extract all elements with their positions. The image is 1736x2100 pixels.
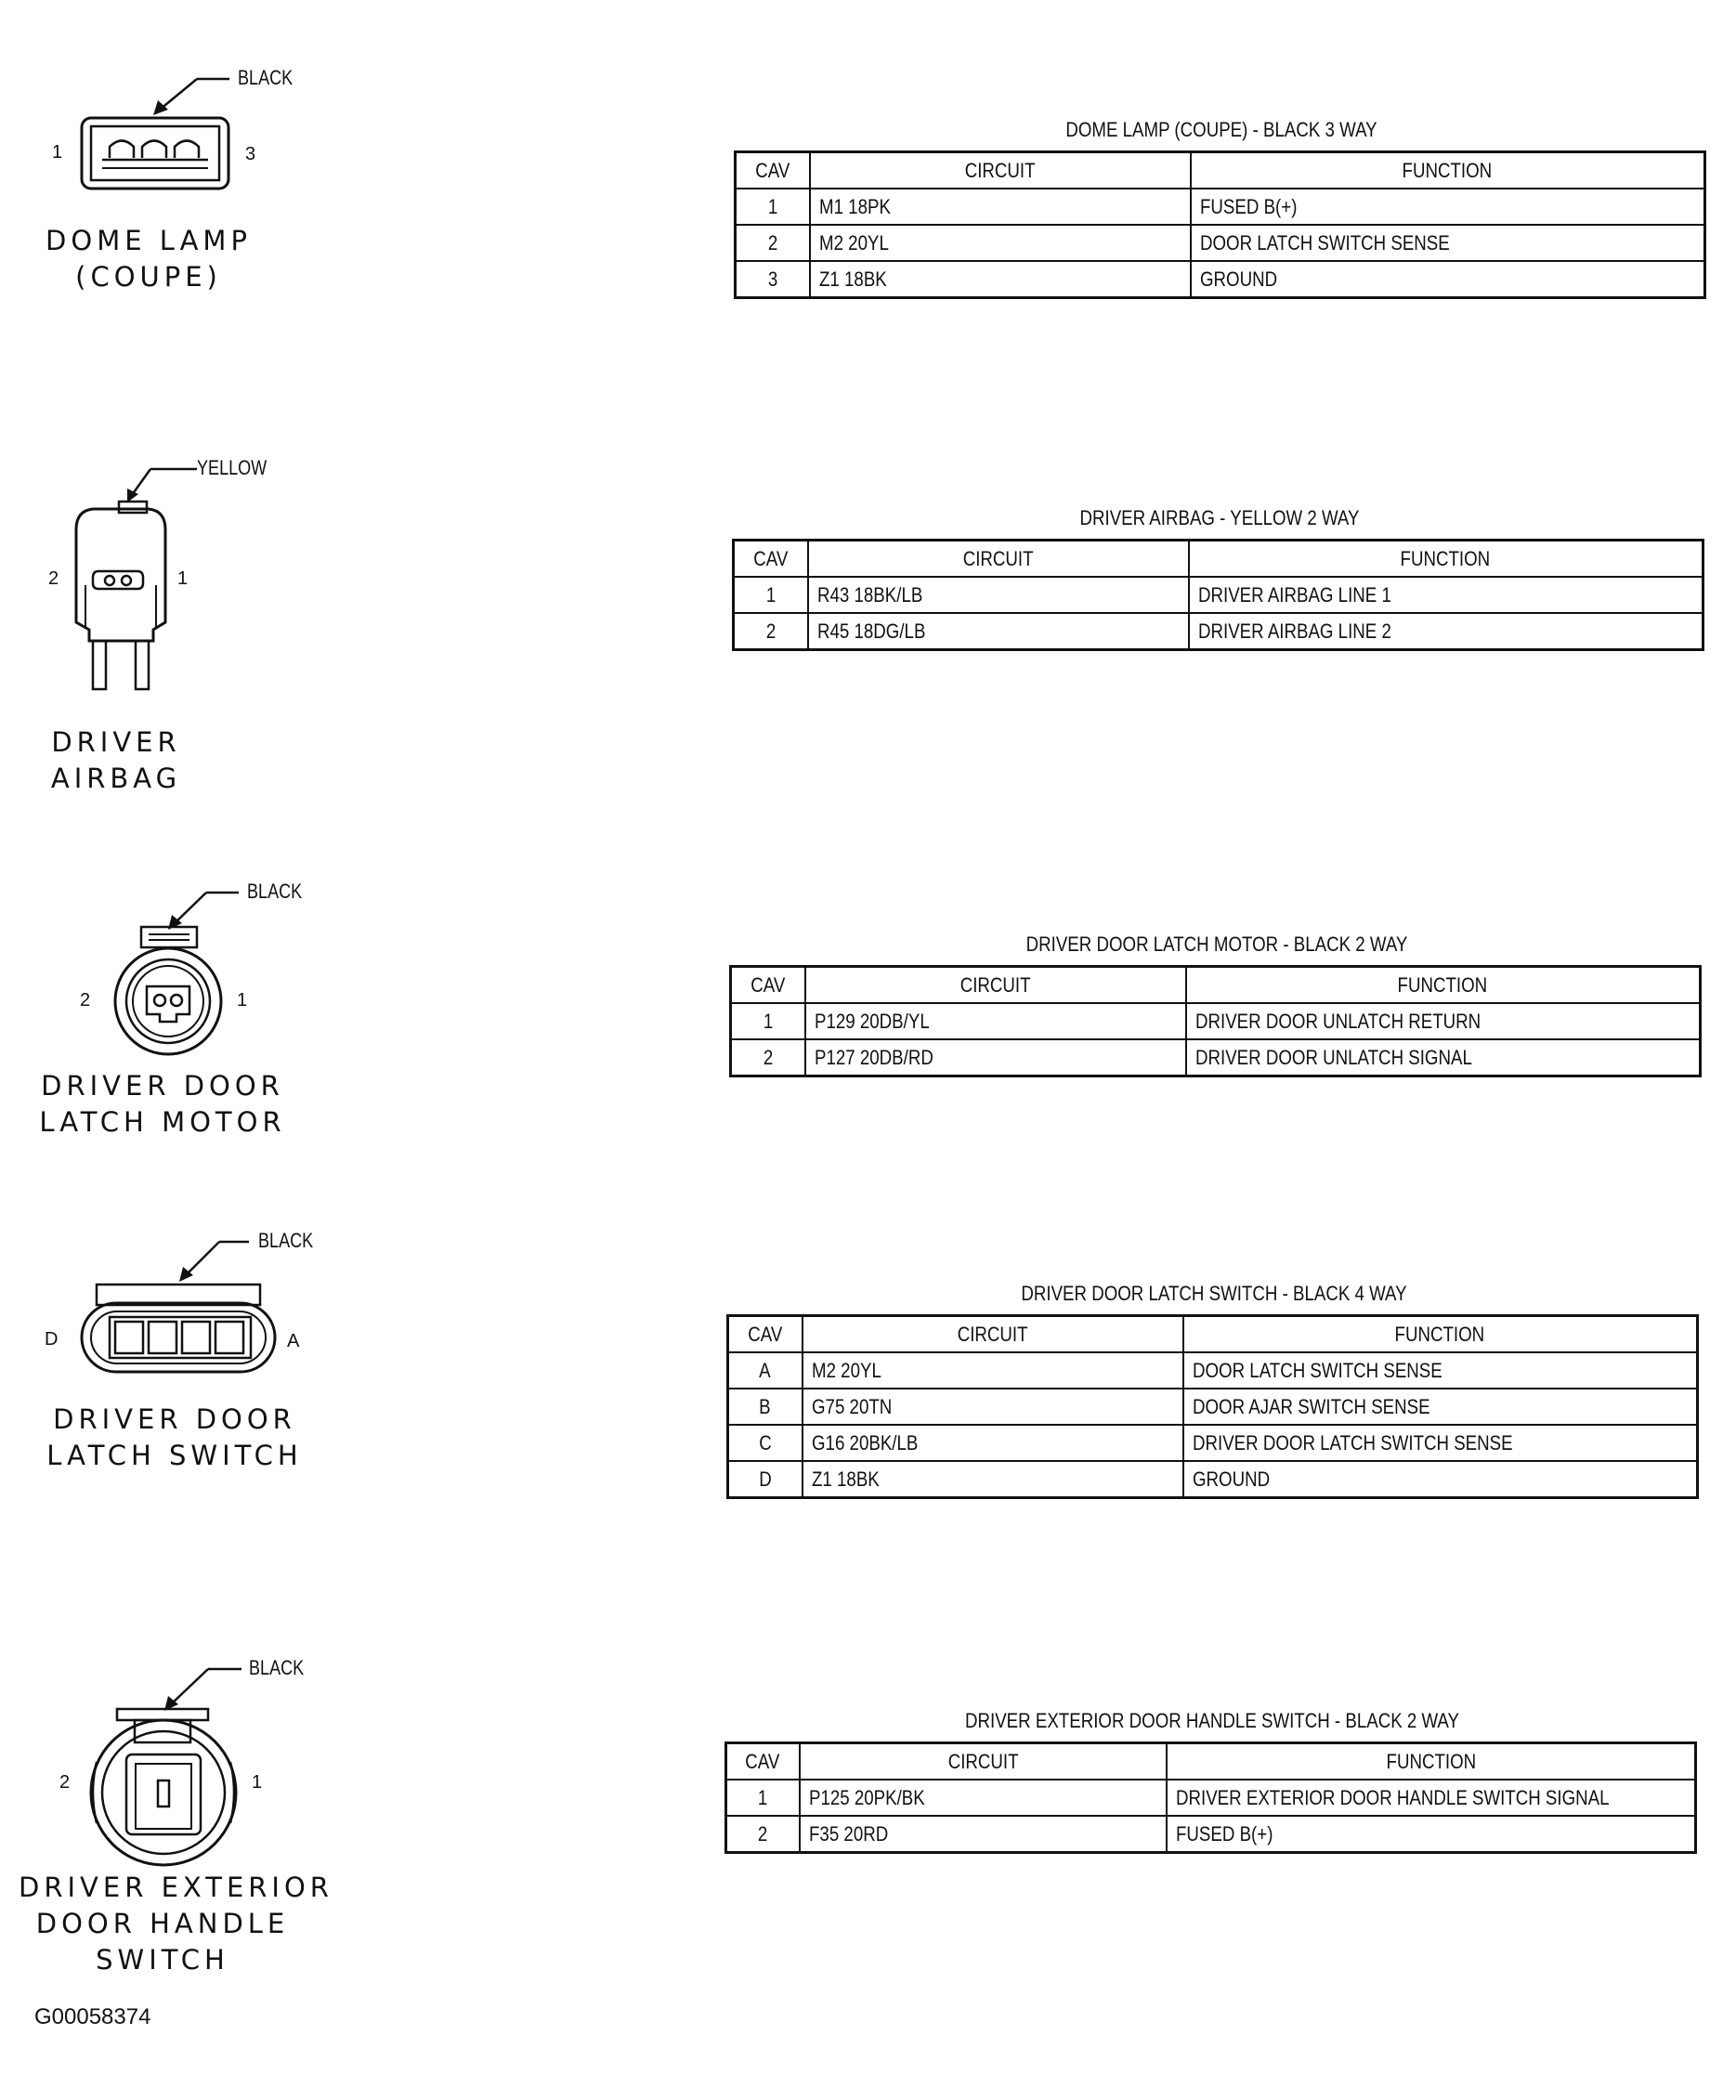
pin-table [724,1741,1697,1854]
cell-cav: B [728,1389,803,1425]
connector-name-line: (COUPE) [75,261,222,293]
cell-cav: 2 [731,1039,805,1076]
connector-name-line: LATCH SWITCH [46,1440,303,1471]
connector-name-line: SWITCH [96,1944,229,1976]
header-circuit: CIRCUIT [803,1316,1183,1353]
header-circuit: CIRCUIT [810,152,1191,189]
cell-circuit: M2 20YL [803,1352,1183,1389]
cell-circuit: M1 18PK [810,189,1191,225]
table-row [728,1389,1698,1425]
connector-name-line: DRIVER [51,726,181,758]
cell-function: DRIVER DOOR UNLATCH SIGNAL [1186,1039,1701,1076]
table-title: DRIVER DOOR LATCH SWITCH - BLACK 4 WAY [1021,1282,1407,1305]
connector-color-label: YELLOW [197,456,268,479]
cell-function: DOOR LATCH SWITCH SENSE [1183,1352,1698,1389]
cell-function: FUSED B(+) [1167,1816,1695,1853]
table-row [734,577,1703,613]
pin-table [732,539,1704,651]
connector-name-line: AIRBAG [50,763,182,794]
figure-id: G00058374 [34,2004,151,2029]
table-row [734,613,1703,650]
table-title: DRIVER EXTERIOR DOOR HANDLE SWITCH - BLACK 2 WAY [965,1709,1459,1732]
table-row [731,1003,1701,1039]
cell-cav: C [728,1425,803,1461]
connector-name [0,223,297,295]
connector-driver-airbag [0,446,464,808]
connector-color-label: BLACK [249,1656,305,1679]
cell-cav: A [728,1352,803,1389]
cell-cav: 1 [731,1003,805,1039]
connector-color-label: BLACK [247,880,303,903]
cell-function: GROUND [1191,261,1705,298]
header-cav: CAV [731,967,805,1004]
header-cav: CAV [734,541,808,578]
header-function: FUNCTION [1167,1743,1695,1780]
cell-function: FUSED B(+) [1191,189,1705,225]
table-row [728,1425,1698,1461]
pin-label-right: 1 [252,1772,263,1793]
cell-function: DRIVER DOOR UNLATCH RETURN [1186,1003,1701,1039]
table-row [728,1461,1698,1498]
pin-label-right: 1 [237,990,248,1011]
cell-cav: 2 [736,225,810,261]
connector-name-line: DOOR HANDLE [35,1908,290,1939]
pin-label-left: 2 [48,568,59,589]
connector-driver-door-latch-motor [0,873,464,1152]
table-header-row [728,1316,1698,1353]
cell-circuit: Z1 18BK [810,261,1191,298]
cell-circuit: P125 20PK/BK [800,1780,1168,1816]
cell-circuit: P127 20DB/RD [805,1039,1186,1076]
pin-label-right: A [287,1331,300,1351]
cell-function: DRIVER EXTERIOR DOOR HANDLE SWITCH SIGNAL [1167,1780,1695,1816]
pin-label-left: 1 [52,142,63,163]
table-title: DOME LAMP (COUPE) - BLACK 3 WAY [1065,118,1377,141]
pin-table [726,1314,1699,1499]
cell-cav: D [728,1461,803,1498]
table-row [736,261,1705,298]
header-cav: CAV [728,1316,803,1353]
connector-name-line: LATCH MOTOR [39,1106,286,1138]
table-header-row [726,1743,1696,1780]
connector-dome-lamp [0,0,464,307]
table-row [726,1816,1696,1853]
table-row [726,1780,1696,1816]
cell-circuit: G75 20TN [803,1389,1183,1425]
table-header-row [731,967,1701,1004]
cell-function: DRIVER AIRBAG LINE 1 [1189,577,1703,613]
connector-name [28,1068,297,1141]
table-row [736,225,1705,261]
cell-circuit: P129 20DB/YL [805,1003,1186,1039]
connector-name-line: DOME LAMP [46,225,252,256]
connector-driver-exterior-door-handle-switch [0,1649,464,2002]
cell-cav: 2 [734,613,808,650]
header-circuit: CIRCUIT [808,541,1189,578]
table-row [736,189,1705,225]
cell-circuit: F35 20RD [800,1816,1168,1853]
header-function: FUNCTION [1189,541,1703,578]
cell-function: GROUND [1183,1461,1698,1498]
header-cav: CAV [736,152,810,189]
cell-function: DOOR AJAR SWITCH SENSE [1183,1389,1698,1425]
header-circuit: CIRCUIT [800,1743,1168,1780]
connector-name [0,724,232,797]
header-function: FUNCTION [1183,1316,1698,1353]
header-circuit: CIRCUIT [805,967,1186,1004]
table-header-row [734,541,1703,578]
connector-name-line: DRIVER DOOR [41,1070,284,1102]
cell-circuit: G16 20BK/LB [803,1425,1183,1461]
header-function: FUNCTION [1191,152,1705,189]
table-header-row [736,152,1705,189]
cell-circuit: M2 20YL [810,225,1191,261]
header-function: FUNCTION [1186,967,1701,1004]
cell-function: DRIVER AIRBAG LINE 2 [1189,613,1703,650]
connector-name [19,1870,333,1978]
pin-label-left: 2 [59,1772,71,1793]
cell-function: DRIVER DOOR LATCH SWITCH SENSE [1183,1425,1698,1461]
cell-cav: 3 [736,261,810,298]
connector-driver-door-latch-switch [0,1221,464,1500]
cell-cav: 1 [734,577,808,613]
header-cav: CAV [726,1743,800,1780]
pin-label-left: D [45,1329,59,1350]
cell-circuit: Z1 18BK [803,1461,1183,1498]
pin-label-right: 3 [245,144,256,164]
connector-name-line: DRIVER EXTERIOR [19,1872,333,1903]
connector-color-label: BLACK [238,66,294,89]
cell-circuit: R43 18BK/LB [808,577,1189,613]
cell-cav: 1 [726,1780,800,1816]
table-row [731,1039,1701,1076]
pin-label-right: 1 [177,568,189,589]
pin-label-left: 2 [80,990,91,1011]
cell-cav: 2 [726,1816,800,1853]
connector-name [40,1402,309,1474]
cell-circuit: R45 18DG/LB [808,613,1189,650]
connector-color-label: BLACK [258,1229,314,1252]
table-row [728,1352,1698,1389]
connector-name-line: DRIVER DOOR [53,1403,296,1435]
table-title: DRIVER AIRBAG - YELLOW 2 WAY [1079,506,1360,529]
cell-function: DOOR LATCH SWITCH SENSE [1191,225,1705,261]
cell-cav: 1 [736,189,810,225]
pin-table [729,965,1702,1077]
pin-table [734,150,1706,299]
table-title: DRIVER DOOR LATCH MOTOR - BLACK 2 WAY [1025,933,1408,956]
